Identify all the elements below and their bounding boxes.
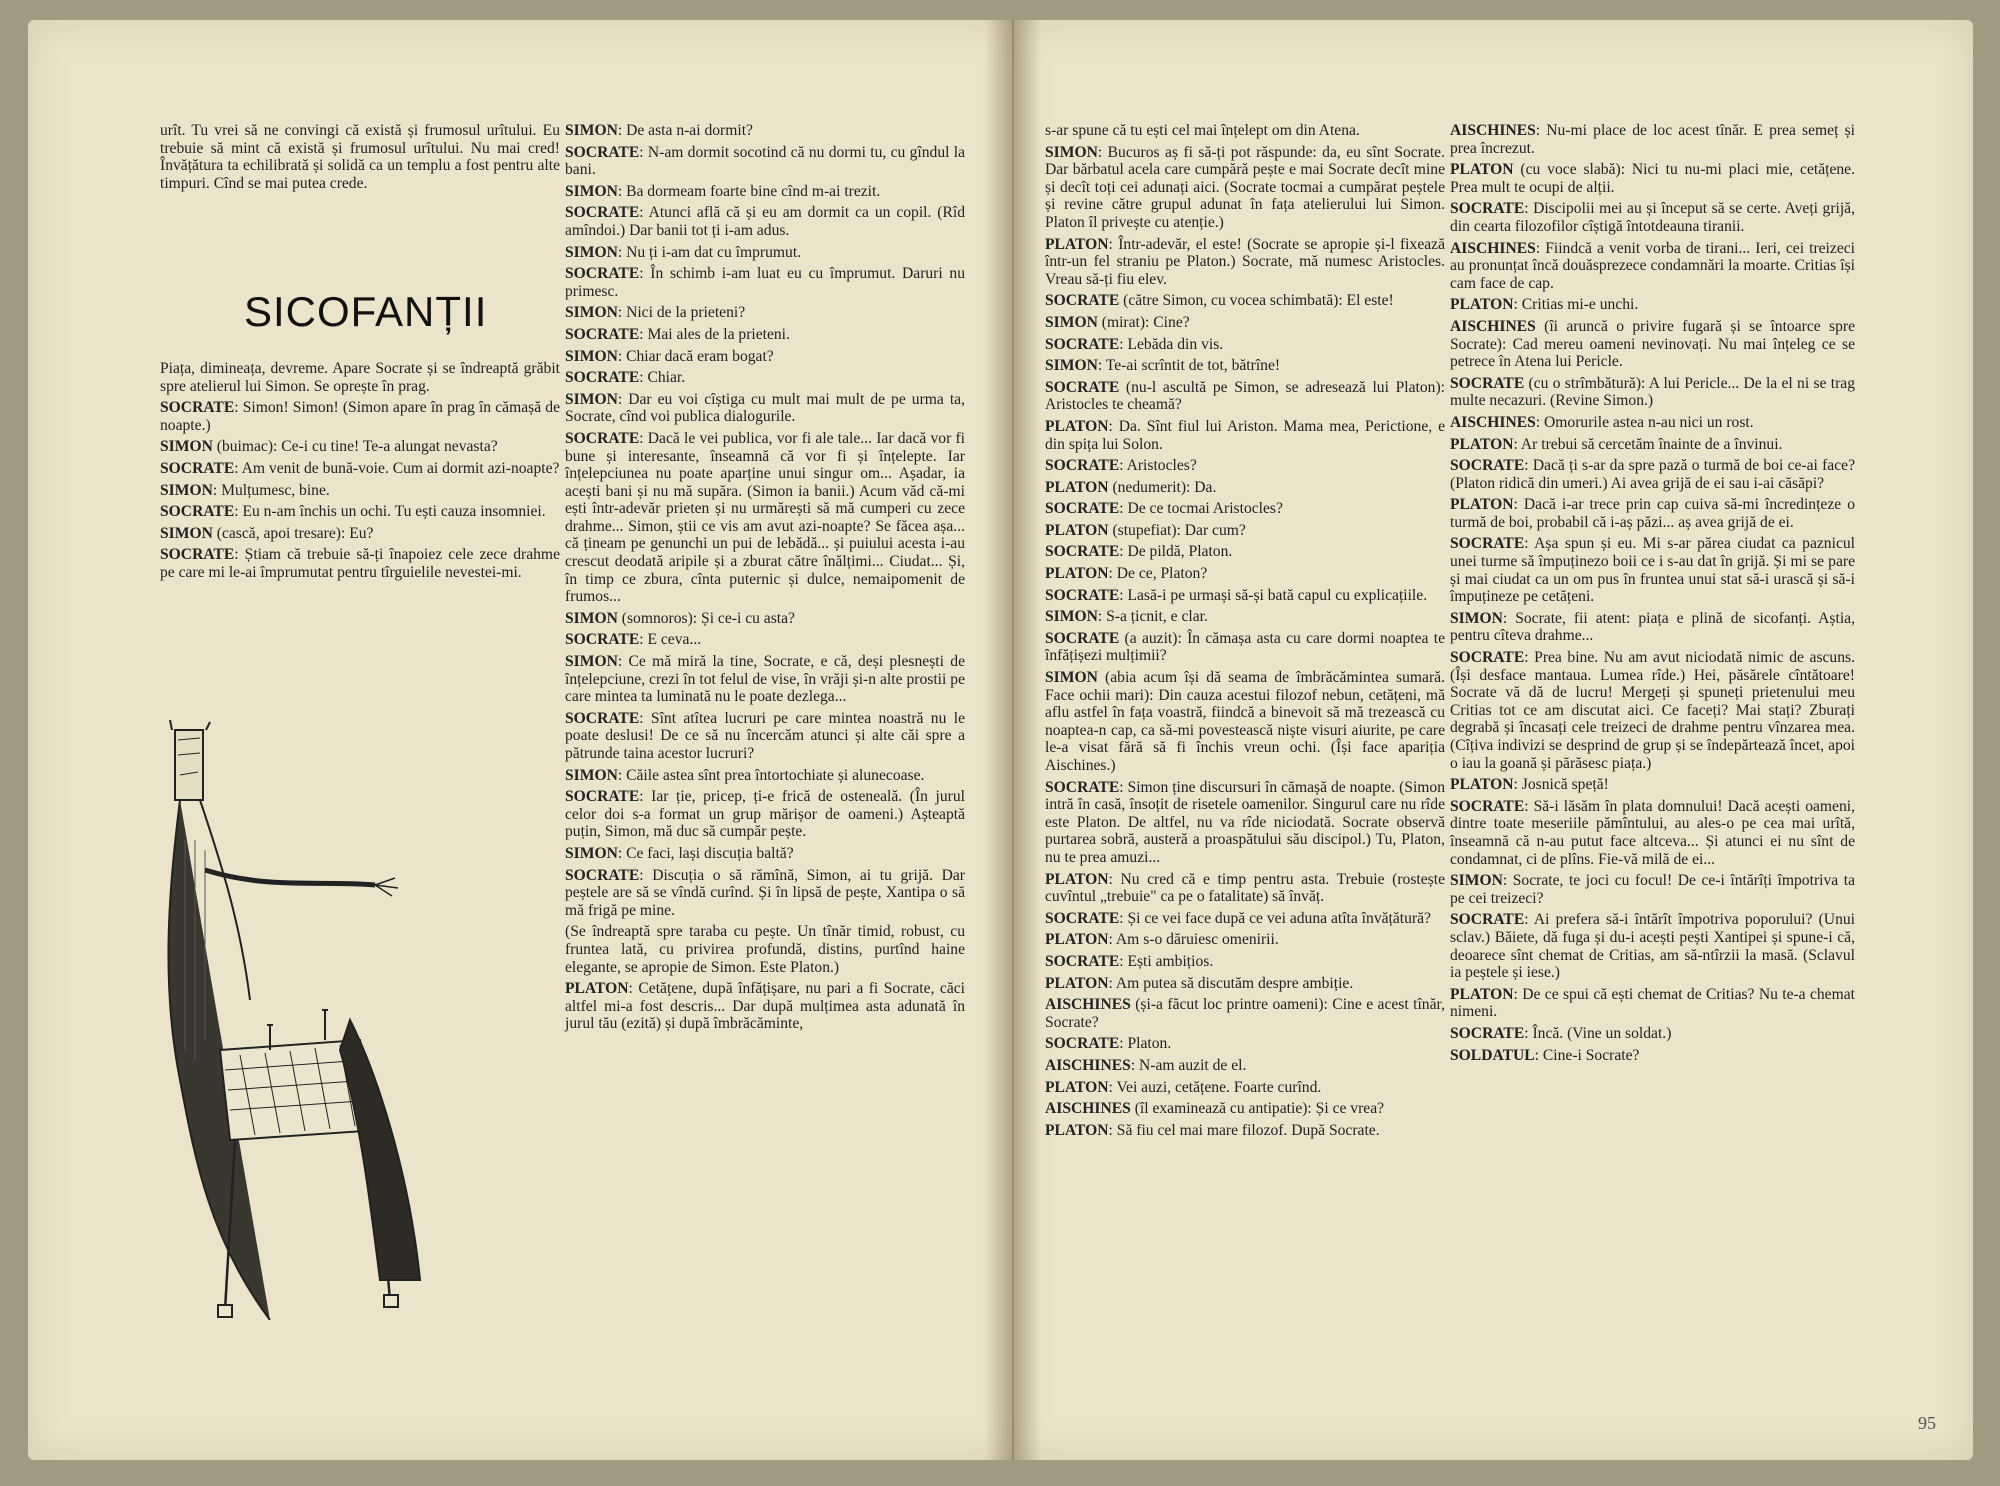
paragraph: SIMON (abia acum își dă seama de îmbrăcămintea sumară. Face ochii mari): Din cauza acestui filozof nebun, cetățeni, mă aflu astfel în fața voastră, fiindcă a binevoit să mă trezească cu noaptea-n cap, ca să-mi povestească niște visuri aiurite, pe care le-a visat fără să fi închis vreun ochi. (Își face apariția Aischines.)	[1045, 669, 1445, 774]
paragraph: SOCRATE: De pildă, Platon.	[1045, 543, 1233, 561]
paragraph: PLATON: De ce spui că ești chemat de Critias? Nu te-a chemat nimeni.	[1450, 985, 1855, 1021]
paragraph: SOCRATE: Așa spun și eu. Mi s-ar părea ciudat ca paznicul unei turme să împuținezo boii ce i s-au dat în grijă. Și mi se pare și mai ciudat ca un om pus în fruntea unui stat să-i urască și să-i împuțineze pe cetățeni.	[1450, 535, 1855, 606]
paragraph: PLATON: Am putea să discutăm despre ambiție.	[1045, 974, 1354, 992]
paragraph: SIMON (buimac): Ce-i cu tine! Te-a alungat nevasta?	[160, 438, 498, 456]
paragraph: AISCHINES: Fiindcă a venit vorba de tirani... Ieri, cei treizeci au pronunțat încă douăsprezece condamnări la moarte. Critias își cam face de cap.	[1450, 239, 1855, 292]
paragraph: SIMON: Mulțumesc, bine.	[160, 481, 330, 499]
paragraph: SOCRATE: Chiar.	[565, 369, 686, 387]
paragraph: SIMON (somnoros): Și ce-i cu asta?	[565, 609, 795, 627]
paragraph: SOCRATE: Discipolii mei au și început să se certe. Aveți grijă, din cearta filozofilor cîștigă întotdeauna tiranii.	[1450, 200, 1855, 235]
paragraph: SOCRATE: N-am dormit socotind că nu dormi tu, cu gîndul la bani.	[565, 143, 965, 179]
page-title: SICOFANȚII	[244, 288, 488, 335]
paragraph: SOCRATE: Eu n-am închis un ochi. Tu ești cauza insomniei.	[160, 503, 546, 521]
paragraph: SIMON (mirat): Cine?	[1045, 313, 1190, 331]
paragraph: SOCRATE: Încă. (Vine un soldat.)	[1450, 1024, 1672, 1042]
column-2	[565, 122, 965, 1037]
paragraph: SOCRATE (cu o strîmbătură): A lui Pericle... De la el ni se trag multe necazuri. (Revine Simon.)	[1450, 374, 1855, 410]
paragraph: PLATON: Critias mi-e unchi.	[1450, 296, 1639, 314]
paragraph: PLATON: Să fiu cel mai mare filozof. După Socrate.	[1045, 1121, 1380, 1139]
paragraph: SOCRATE (nu-l ascultă pe Simon, se adresează lui Platon): Aristocles te cheamă?	[1045, 378, 1445, 414]
paragraph: PLATON: Vei auzi, cetățene. Foarte curînd.	[1045, 1078, 1322, 1096]
paragraph: SIMON: Chiar dacă eram bogat?	[565, 347, 774, 365]
page-number: 95	[1918, 1413, 1936, 1433]
paragraph: SOCRATE: Atunci află că și eu am dormit ca un copil. (Rîd amîndoi.) Dar banii tot ți i-am adus.	[565, 204, 965, 239]
paragraph: SOCRATE: Simon! Simon! (Simon apare în prag în cămașă de noapte.)	[160, 399, 560, 434]
paragraph: SOCRATE: Iar ție, pricep, ți-e frică de osteneală. (În jurul celor doi s-a format un grup mărișor de oameni.) Așteaptă puțin, Simon, mă duc să cumpăr pește.	[565, 788, 965, 841]
paragraph: SOCRATE: Simon ține discursuri în cămașă de noapte. (Simon intră în casă, însoțit de risetele oamenilor. Singurul care nu rîde este Platon. De altfel, nu va rîde niciodată. Socrate observă purtarea sobră, austeră a proaspătului său discipol.) Tu, Platon, nu te prea amuzi...	[1045, 778, 1445, 866]
paragraph: SOCRATE: Și ce vei face după ce vei aduna atîta învățătură?	[1045, 909, 1431, 927]
column-4	[1450, 122, 1855, 1068]
paragraph: AISCHINES: Nu-mi place de loc acest tînăr. E prea semeț și prea încrezut.	[1450, 122, 1855, 157]
paragraph: AISCHINES (și-a făcut loc printre oameni): Cine e acest tînăr, Socrate?	[1045, 996, 1445, 1031]
paragraph: SIMON: Ce mă miră la tine, Socrate, e că, deși plesnești de înțelepciune, crezi în tot felul de vise, în vrăji și-n alte prostii pe care mintea ta luminată nu le poate dezlega...	[565, 653, 965, 706]
paragraph: PLATON: Ar trebui să cercetăm înainte de a învinui.	[1450, 435, 1783, 453]
paragraph: SOCRATE: Să-i lăsăm în plata domnului! Dacă acești oameni, dintre toate meseriile pămîntului, au ales-o pe cea mai urîtă, înseamnă că n-au putut face altceva... Și atunci ei nu sînt de condamnat, ci de plîns. Fie-vă milă de ei...	[1450, 797, 1855, 868]
paragraph: PLATON (stupefiat): Dar cum?	[1045, 521, 1246, 539]
column-3	[1045, 122, 1445, 1143]
column-1	[160, 360, 560, 586]
column-1-intro	[160, 122, 560, 196]
paragraph: PLATON (nedumerit): Da.	[1045, 478, 1217, 496]
paragraph: AISCHINES (îl examinează cu antipatie): Și ce vrea?	[1045, 1100, 1385, 1118]
paragraph: SIMON: De asta n-ai dormit?	[565, 122, 753, 139]
paragraph: PLATON: Dacă i-ar trece prin cap cuiva să-mi încredințeze o turmă de boi, probabil că i-aș păzi... aș avea grijă de ei.	[1450, 496, 1855, 531]
paragraph: SOCRATE: Ai prefera să-i întărît împotriva poporului? (Unui sclav.) Băiete, dă fuga și du-i acești pești Xantipei și spune-i că, deoarece sînt chemat de Critias, am să-ntîrzii la masă. (Sclavul ia peștele și iese.)	[1450, 911, 1855, 982]
paragraph: SOCRATE: Știam că trebuie să-ți înapoiez cele zece drahme pe care mi le-ai împrumutat pentru tîrguielile nevestei-mi.	[160, 546, 560, 581]
paragraph: SIMON: Ce faci, lași discuția baltă?	[565, 844, 794, 862]
paragraph: SOCRATE: De ce tocmai Aristocles?	[1045, 500, 1283, 518]
paragraph: SOCRATE: Aristocles?	[1045, 457, 1197, 475]
paragraph: SIMON: Te-ai scrîntit de tot, bătrîne!	[1045, 357, 1281, 375]
paragraph: SOCRATE: Mai ales de la prieteni.	[565, 325, 790, 343]
paragraph: urît. Tu vrei să ne convingi că există și frumosul urîtului. Eu trebuie să mint că există și frumosul urîtului. Nu mai cred! Învățătura ta echilibrată și solidă ca un templu a fost pentru alte timpuri. Cînd se mai putea crede.	[160, 122, 560, 192]
paragraph: PLATON: Da. Sînt fiul lui Ariston. Mama mea, Perictione, e din spița lui Solon.	[1045, 417, 1445, 453]
paragraph: SOCRATE: Dacă ți s-ar da spre pază o turmă de boi ce-ai face? (Platon ridică din umeri.) Ai avea grijă de ei sau i-ai căsăpi?	[1450, 457, 1855, 492]
paragraph: SIMON: Nici de la prieteni?	[565, 304, 746, 322]
paragraph: PLATON: Cetățene, după înfățișare, nu pari a fi Socrate, căci altfel mi-a fost descris... Dar după mulțimea asta adunată în jurul tău (ezită) și după îmbrăcăminte,	[565, 980, 965, 1033]
paragraph: SOCRATE: Dacă le vei publica, vor fi ale tale... Iar dacă vor fi bune și interesante, înseamnă că vor fi și înțelepte. Iar înțelepciunea nu poate aparține unui singur om... Așadar, ia acești bani și nu mă supăra. (Simon ia banii.) Acum văd că-mi ești într-adevăr prieten și nu urmărești să mă cumperi cu zece drahme... Simon, știi ce vis am avut azi-noapte? Se făcea așa... că țineam pe genunchi un pui de lebădă... și puiului acesta i-au crescut deodată aripile și a zburat către înălțimi... Ciudat... Și, în timp ce zbura, cînta puternic și dulce, nemaipomenit de frumos...	[565, 429, 965, 606]
paragraph: SOCRATE: Ești ambițios.	[1045, 952, 1214, 970]
paragraph: SOCRATE: Lebăda din vis.	[1045, 335, 1224, 353]
paragraph: PLATON: Nu cred că e timp pentru asta. Trebuie (rostește cuvîntul „trebuie" ca pe o fatalitate) să învăț.	[1045, 870, 1445, 906]
paragraph: SIMON: Bucuros aș fi să-ți pot răspunde: da, eu sînt Socrate. Dar bărbatul acela care cumpără pește e mai Socrate decît mine și decît toți cei adunați aici. (Socrate tocmai a cumpărat peștele și revine către grupul adunat în fața atelierului lui Simon. Platon îl privește cu atenție.)	[1045, 143, 1445, 231]
paragraph: SIMON: Ba dormeam foarte bine cînd m-ai trezit.	[565, 182, 881, 200]
paragraph: SIMON: Căile astea sînt prea întortochiate și alunecoase.	[565, 766, 925, 784]
paragraph: SOCRATE: Am venit de bună-voie. Cum ai dormit azi-noapte?	[160, 459, 560, 477]
paragraph: PLATON (cu voce slabă): Nici tu nu-mi placi mie, cetățene. Prea mult te ocupi de alții.	[1450, 161, 1855, 196]
paragraph: (Se îndreaptă spre taraba cu pește. Un tînăr timid, robust, cu fruntea lată, cu privirea profundă, distins, purtînd haine elegante, se apropie de Simon. Este Platon.)	[565, 923, 965, 976]
paragraph: AISCHINES: Omorurile astea n-au nici un rost.	[1450, 413, 1754, 431]
paragraph: SOCRATE: E ceva...	[565, 631, 702, 649]
paragraph: AISCHINES (îi aruncă o privire fugară și se întoarce spre Socrate): Cad mereu oameni nevinovați. Nu mai înțeleg ce se petrece în Atena lui Pericle.	[1450, 317, 1855, 371]
paragraph: PLATON: Într-adevăr, el este! (Socrate se apropie și-l fixează într-un fel straniu pe Platon.) Socrate, mă numesc Aristocles. Vreau să-ți fiu elev.	[1045, 235, 1445, 288]
paragraph: PLATON: Josnică speță!	[1450, 776, 1609, 794]
paragraph: SOCRATE (către Simon, cu vocea schimbată): El este!	[1045, 292, 1394, 310]
paragraph: Piața, dimineața, devreme. Apare Socrate și se îndreaptă grăbit spre atelierul lui Simon. Se oprește în prag.	[160, 360, 560, 395]
paragraph: SOCRATE (a auzit): În cămașa asta cu care dormi noaptea te înfățișezi mulțimii?	[1045, 629, 1445, 665]
paragraph: SOCRATE: Lasă-i pe urmași să-și bată capul cu explicațiile.	[1045, 586, 1428, 604]
paragraph: s-ar spune că tu ești cel mai înțelept om din Atena.	[1045, 122, 1360, 139]
socrates-illustration	[150, 720, 450, 1320]
paragraph: SOCRATE: Prea bine. Nu am avut niciodată nimic de ascuns. (Își desface mantaua. Lumea rîde.) Hei, păsărele cîntătoare! Socrate vă dă de lucru! Mergeți și spuneți prietenului meu Critias tot ce am discutat aici. Ce faceți? Mai stați? Zburați degrabă și încasați cele treizeci de drahme pentru vînzarea mea. (Cîțiva indivizi se desprind de grup și se îndepărtează încet, apoi o iau la goană și părăsesc piața.)	[1450, 649, 1855, 772]
paragraph: SOCRATE: În schimb i-am luat eu cu împrumut. Daruri nu primesc.	[565, 265, 965, 300]
paragraph: AISCHINES: N-am auzit de el.	[1045, 1056, 1247, 1074]
paragraph: PLATON: Am s-o dăruiesc omenirii.	[1045, 931, 1279, 949]
paragraph: SIMON: S-a țicnit, e clar.	[1045, 608, 1208, 626]
paragraph: SIMON (cască, apoi tresare): Eu?	[160, 524, 374, 542]
paragraph: SOLDATUL: Cine-i Socrate?	[1450, 1046, 1640, 1064]
paragraph: PLATON: De ce, Platon?	[1045, 565, 1208, 583]
paragraph: SOCRATE: Sînt atîtea lucruri pe care mintea noastră nu le poate deslusi! De ce să nu încercăm atunci și alte căi spre a pătrunde taina acestor lucruri?	[565, 709, 965, 762]
paragraph: SIMON: Socrate, te joci cu focul! De ce-i întărîți împotriva ta pe cei treizeci?	[1450, 872, 1855, 907]
paragraph: SOCRATE: Platon.	[1045, 1035, 1172, 1053]
paragraph: SIMON: Nu ți i-am dat cu împrumut.	[565, 243, 802, 261]
paragraph: SIMON: Socrate, fii atent: piața e plină de sicofanți. Aștia, pentru cîteva drahme...	[1450, 609, 1855, 645]
paragraph: SIMON: Dar eu voi cîștiga cu mult mai mult de pe urma ta, Socrate, cînd voi publica dialogurile.	[565, 390, 965, 426]
paragraph: SOCRATE: Discuția o să rămînă, Simon, ai tu grijă. Dar peștele are să se vîndă curînd. Și în lipsă de pește, Xantipa o să mă frigă pe mine.	[565, 866, 965, 919]
